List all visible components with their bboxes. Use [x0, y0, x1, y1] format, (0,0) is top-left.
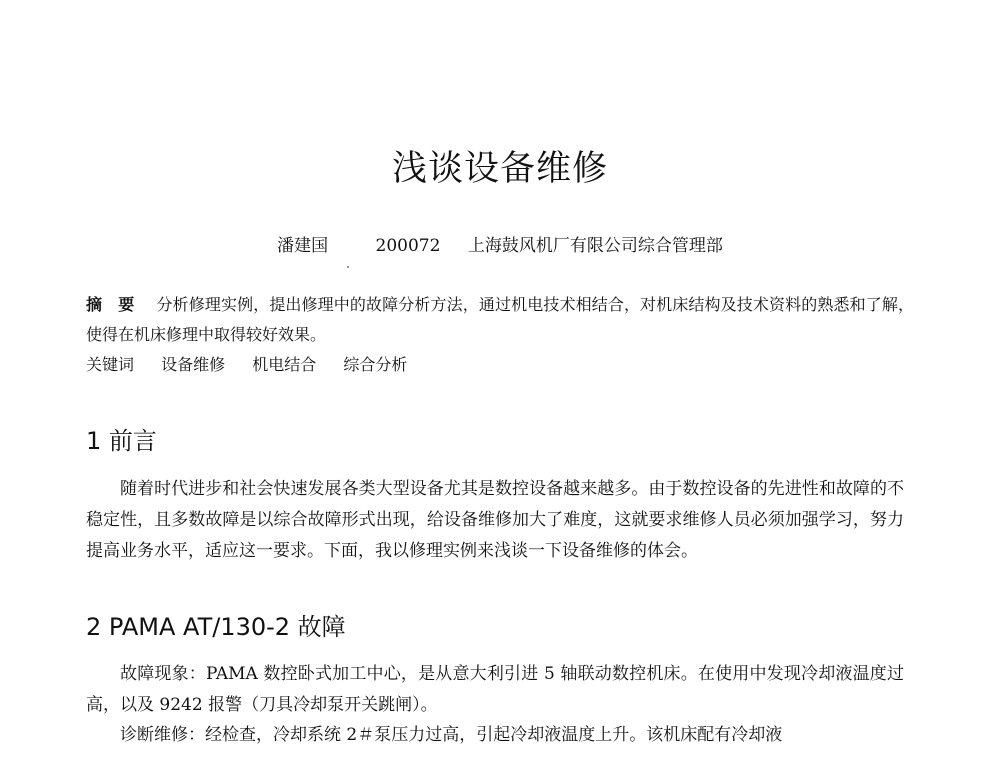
abstract-text: 分析修理实例，提出修理中的故障分析方法，通过机电技术相结合，对机床结构及技术资料的熟悉和了解，使得在机床修理中取得较好效果。	[86, 295, 914, 344]
speck-mark	[347, 266, 349, 268]
abstract-label: 摘 要	[86, 295, 135, 314]
keyword-item: 综合分析	[343, 355, 408, 374]
keyword-item: 设备维修	[161, 355, 226, 374]
author-name: 潘建国	[277, 236, 329, 256]
paper-title: 浅谈设备维修	[391, 149, 608, 189]
keywords-label: 关键词	[86, 355, 135, 374]
section-heading-intro: 1 前言	[86, 427, 157, 455]
postcode: 200072	[375, 236, 441, 256]
abstract	[86, 290, 914, 350]
section-heading-fault: 2 PAMA AT/130-2 故障	[86, 613, 346, 641]
affiliation: 上海鼓风机厂有限公司综合管理部	[467, 236, 723, 256]
diagnosis-paragraph: 诊断维修：经检查，冷却系统 2＃泵压力过高，引起冷却液温度上升。该机床配有冷却液	[120, 725, 783, 745]
intro-paragraph: 随着时代进步和社会快速发展各类大型设备尤其是数控设备越来越多。由于数控设备的先进性和故障的不稳定性，且多数故障是以综合故障形式出现，给设备维修加大了难度，这就要求维修人员必须加强学习，努力提高业务水平，适应这一要求。下面，我以修理实例来浅谈一下设备维修的体会。	[86, 479, 904, 561]
keyword-item: 机电结合	[252, 355, 317, 374]
fault-symptom-paragraph: 故障现象：PAMA 数控卧式加工中心，是从意大利引进 5 轴联动数控机床。在使用中发现冷却液温度过高，以及 9242 报警（刀具冷却泵开关跳闸）。	[86, 664, 904, 715]
byline	[0, 233, 1000, 259]
keywords	[86, 351, 914, 379]
